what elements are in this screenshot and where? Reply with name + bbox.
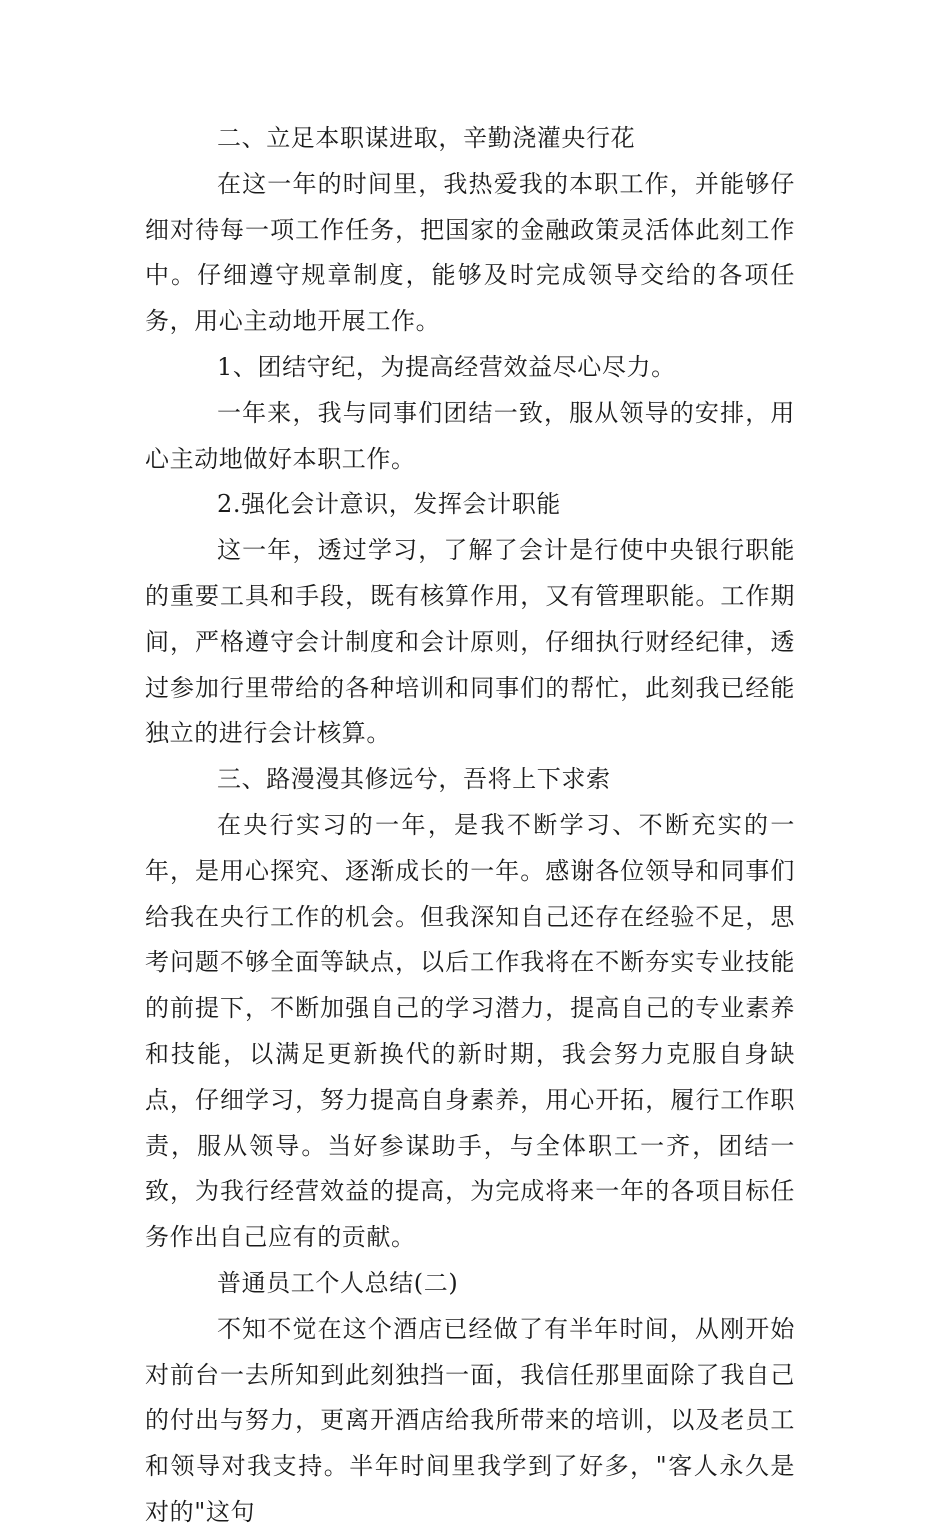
section-heading-2: 二、立足本职谋进取，辛勤浇灌央行花 [217, 124, 636, 152]
section-heading-3: 三、路漫漫其修远兮，吾将上下求索 [217, 765, 611, 794]
document-title-2: 普通员工个人总结(二) [217, 1268, 459, 1297]
paragraph: 一年来，我与同事们团结一致，服从领导的安排，用心主动地做好本职工作。 [145, 398, 795, 473]
paragraph: 这一年，透过学习，了解了会计是行使中央银行职能的重要工具和手段，既有核算作用，又有管理职能。工作期间，严格遵守会计制度和会计原则，仔细执行财经纪律，透过参加行里带给的各种培训和同事们的帮忙，此刻我已经能独立的进行会计核算。 [145, 536, 795, 748]
paragraph: 在这一年的时间里，我热爱我的本职工作，并能够仔细对待每一项工作任务，把国家的金融政策灵活体此刻工作中。仔细遵守规章制度，能够及时完成领导交给的各项任务，用心主动地开展工作。 [145, 169, 795, 336]
document-body [145, 116, 795, 1536]
subheading-2: 2.强化会计意识，发挥会计职能 [217, 490, 561, 519]
subheading-1: 1、团结守纪，为提高经营效益尽心尽力。 [217, 352, 676, 381]
paragraph: 在央行实习的一年，是我不断学习、不断充实的一年，是用心探究、逐渐成长的一年。感谢各位领导和同事们给我在央行工作的机会。但我深知自己还存在经验不足，思考问题不够全面等缺点，以后工作我将在不断夯实专业技能的前提下，不断加强自己的学习潜力，提高自己的专业素养和技能，以满足更新换代的新时期，我会努力克服自身缺点，仔细学习，努力提高自身素养，用心开拓，履行工作职责，服从领导。当好参谋助手，与全体职工一齐，团结一致，为我行经营效益的提高，为完成将来一年的各项目标任务作出自己应有的贡献。 [145, 810, 795, 1252]
paragraph: 不知不觉在这个酒店已经做了有半年时间，从刚开始对前台一去所知到此刻独挡一面，我信任那里面除了我自己的付出与努力，更离开酒店给我所带来的培训，以及老员工和领导对我支持。半年时间里我学到了好多，"客人永久是对的"这句 [145, 1314, 795, 1526]
